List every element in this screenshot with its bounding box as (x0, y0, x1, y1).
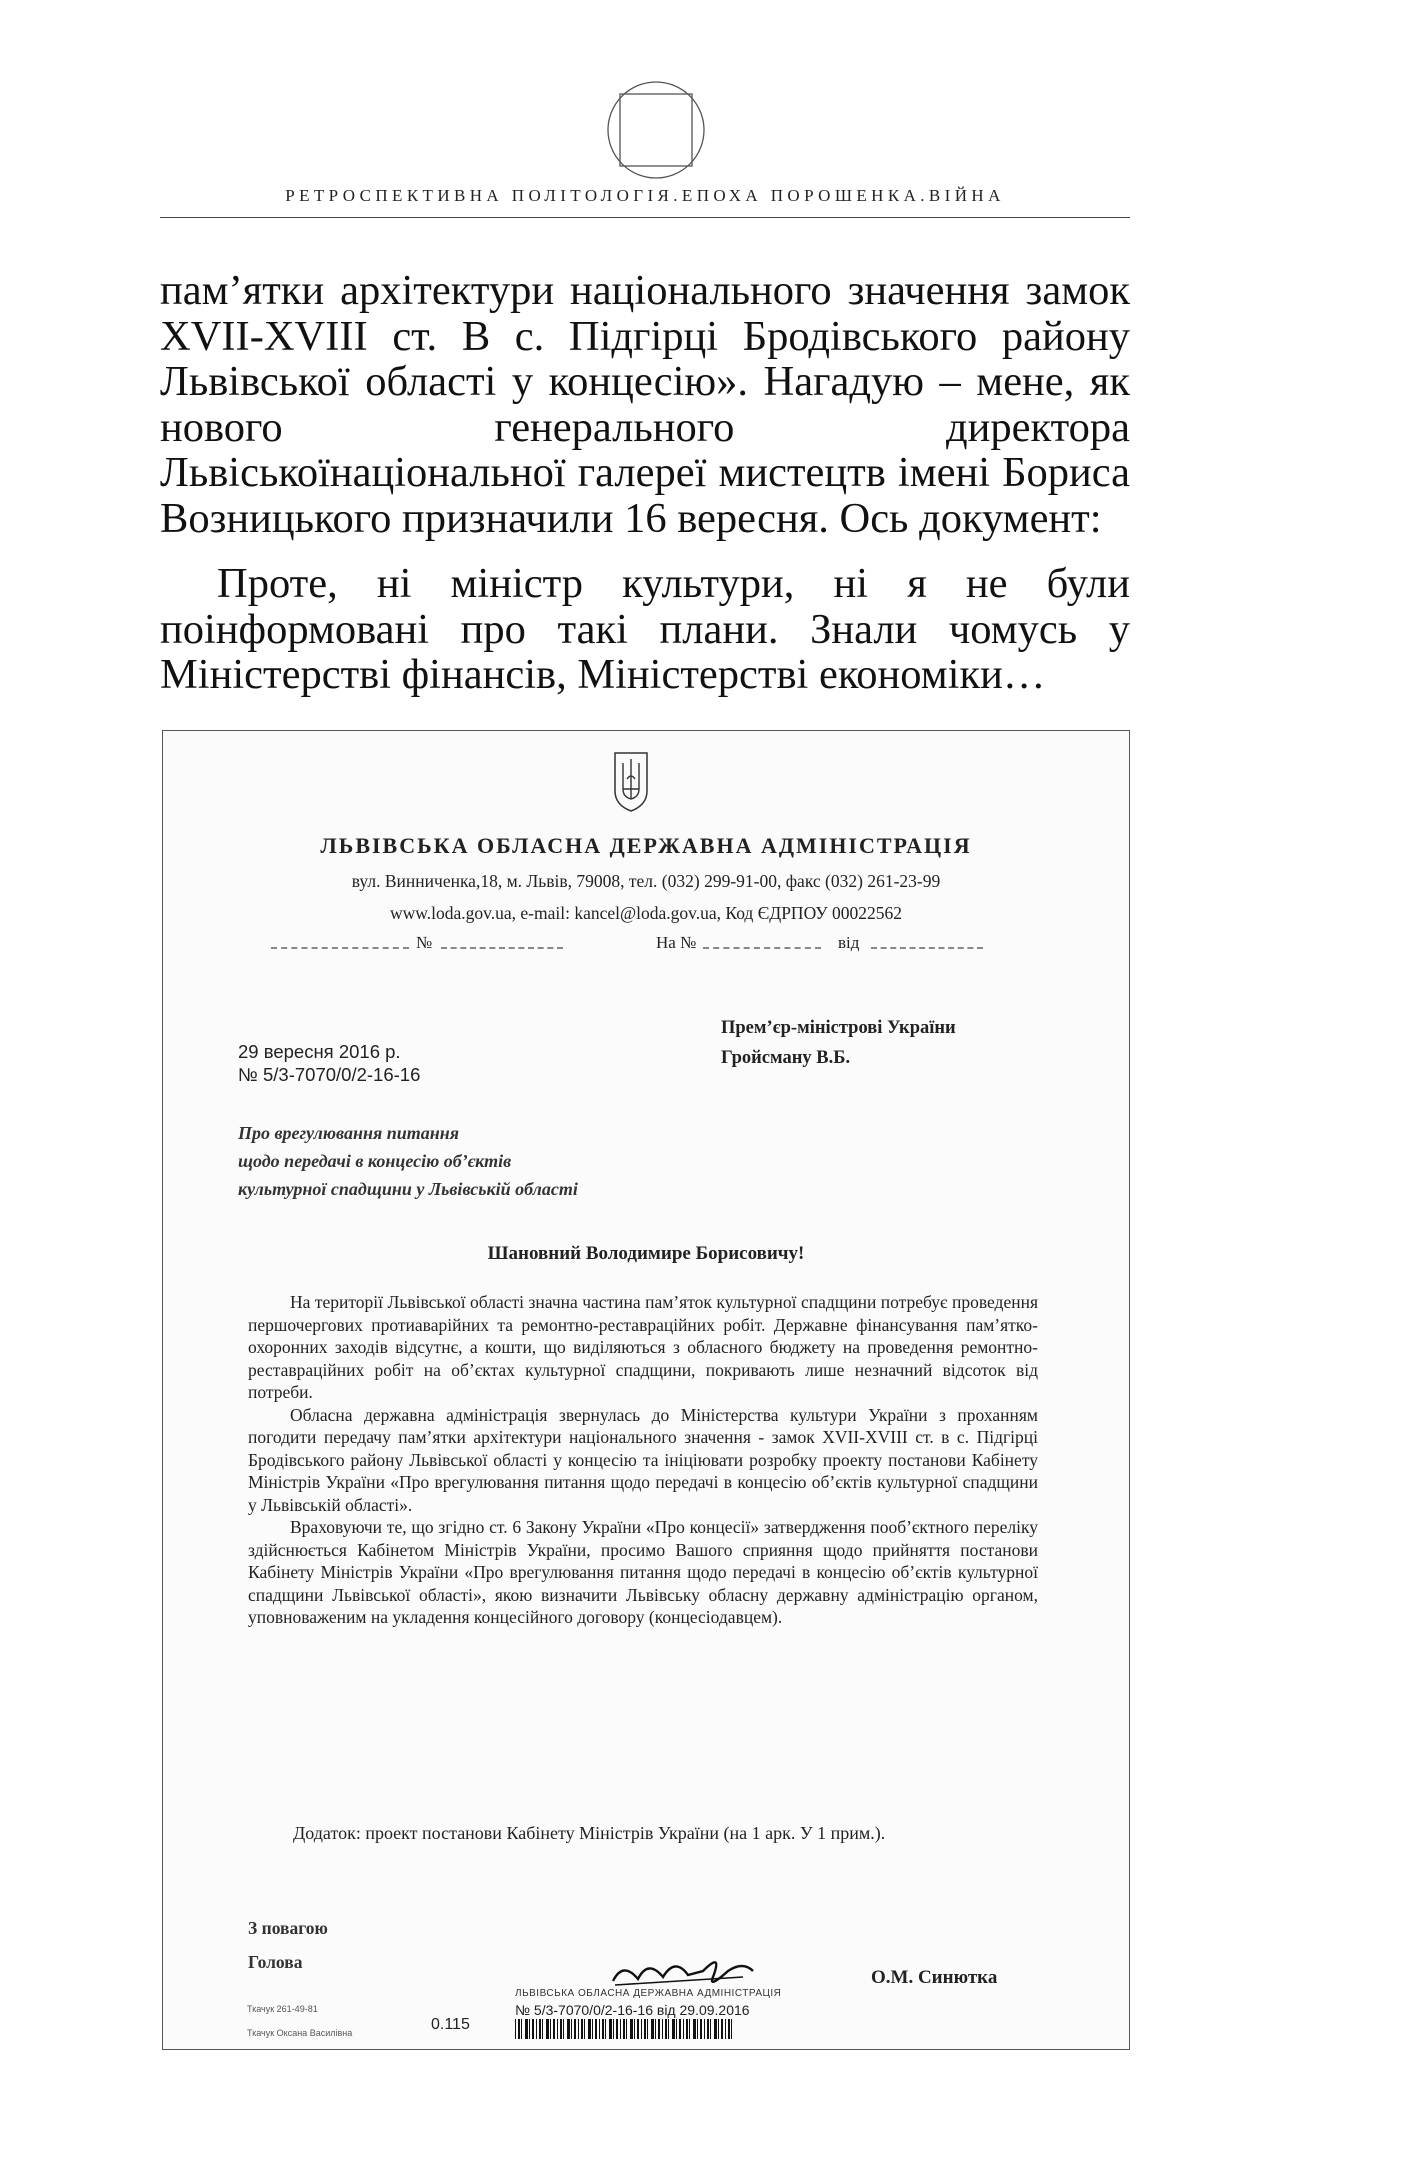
barcode-bar (718, 2019, 719, 2039)
barcode-bar (574, 2019, 576, 2039)
barcode (515, 2019, 735, 2039)
closing (248, 1911, 328, 1979)
closing-position: Голова (248, 1952, 303, 1972)
barcode-bar (518, 2019, 520, 2039)
barcode-bar (658, 2019, 660, 2039)
barcode-bar (731, 2019, 732, 2039)
barcode-bar (637, 2019, 639, 2039)
ref-blank (441, 947, 563, 949)
attachment-note: Додаток: проект постанови Кабінету Міністрів України (на 1 арк. У 1 прим.). (293, 1823, 886, 1843)
registration-stamp-org: ЛЬВІВСЬКА ОБЛАСНА ДЕРЖАВНА АДМІНІСТРАЦІЯ (515, 1988, 782, 1999)
barcode-bar (683, 2019, 684, 2039)
barcode-bar (571, 2019, 572, 2039)
barcode-bar (567, 2019, 570, 2039)
barcode-bar (728, 2019, 730, 2039)
barcode-bar (539, 2019, 541, 2039)
book-paragraph-1: пам’ятки архітектури національного значення замок XVII-XVIII ст. В с. Підгірці Бродівського району Львівської області у концесію». Нагадую – мене, як нового генерального директора Львіськоїнаціональної галереї мистецтв імені Бориса Возницького призначили 16 вересня. Ось документ: (160, 267, 1130, 542)
barcode-bar (536, 2019, 537, 2039)
barcode-bar (581, 2019, 583, 2039)
barcode-bar (605, 2019, 606, 2039)
org-name: ЛЬВІВСЬКА ОБЛАСНА ДЕРЖАВНА АДМІНІСТРАЦІЯ (320, 833, 972, 858)
barcode-bar (599, 2019, 600, 2039)
ref-blank (703, 947, 821, 949)
barcode-bar (532, 2019, 534, 2039)
salutation: Шановний Володимире Борисовичу! (487, 1243, 805, 1264)
org-contacts: www.loda.gov.ua, e-mail: kancel@loda.gov.ua, Код ЄДРПОУ 00022562 (390, 903, 902, 923)
letter-number: № 5/3-7070/0/2-16-16 (238, 1064, 421, 1085)
barcode-bar (588, 2019, 591, 2039)
barcode-bar (721, 2019, 723, 2039)
barcode-bar (602, 2019, 604, 2039)
barcode-bar (626, 2019, 627, 2039)
reference-line (271, 933, 991, 957)
coat-of-arms-icon (611, 749, 651, 813)
addressee (721, 1013, 956, 1073)
barcode-bar (609, 2019, 612, 2039)
barcode-bar (672, 2019, 675, 2039)
closing-regards: З повагою (248, 1918, 328, 1938)
letter-date: 29 вересня 2016 р. (238, 1041, 401, 1062)
addressee-title: Прем’єр-міністрові України (721, 1018, 956, 1038)
book-body-text (160, 268, 1130, 698)
letter-paragraph-1: На території Львівської області значна частина пам’яток культурної спадщини потребує проведення першочергових протиаварійних та ремонтно-реставраційних робіт. Державне фінансування пам’ятко-охоронних заходів відсутнє, а кошти, що виділяються з обласного бюджету на проведення ремонтно-реставраційних робіт на об’єктах культурної спадщини, покривають лише незначний відсоток від потреби. (248, 1292, 1038, 1402)
barcode-bar (529, 2019, 530, 2039)
sheet-number: 0.115 (431, 2016, 470, 2033)
barcode-bar (515, 2019, 516, 2039)
letter-subject (238, 1119, 578, 1203)
publisher-logo (602, 76, 710, 184)
subject-line: Про врегулювання питання (238, 1123, 460, 1143)
barcode-bar (647, 2019, 648, 2039)
barcode-bar (710, 2019, 711, 2039)
ref-blank (271, 947, 409, 949)
barcode-bar (693, 2019, 696, 2039)
barcode-bar (714, 2019, 717, 2039)
barcode-bar (616, 2019, 618, 2039)
ref-no-label: № (416, 933, 433, 952)
barcode-bar (725, 2019, 726, 2039)
ref-vid-label: від (838, 933, 860, 952)
barcode-bar (689, 2019, 690, 2039)
barcode-bar (697, 2019, 698, 2039)
barcode-bar (550, 2019, 551, 2039)
barcode-bar (584, 2019, 585, 2039)
barcode-bar (613, 2019, 614, 2039)
ref-na-label: На № (656, 933, 697, 952)
subject-line: культурної спадщини у Львівській області (238, 1179, 578, 1199)
executor-name: Ткачук Оксана Василівна (247, 2028, 353, 2038)
barcode-bar (542, 2019, 543, 2039)
executor-phone: Ткачук 261-49-81 (247, 2004, 318, 2014)
running-head: РЕТРОСПЕКТИВНА ПОЛІТОЛОГІЯ.ЕПОХА ПОРОШЕНКА.ВІЙНА (285, 186, 1005, 205)
barcode-bar (634, 2019, 635, 2039)
addressee-name: Гройсману В.Б. (721, 1048, 851, 1068)
barcode-bar (557, 2019, 558, 2039)
org-address: вул. Винниченка,18, м. Львів, 79008, тел. (032) 299-91-00, факс (032) 261-23-99 (351, 871, 941, 891)
letter-body (248, 1291, 1038, 1629)
barcode-bar (676, 2019, 677, 2039)
barcode-bar (655, 2019, 656, 2039)
barcode-bar (521, 2019, 522, 2039)
barcode-bar (546, 2019, 549, 2039)
barcode-bar (686, 2019, 688, 2039)
barcode-bar (525, 2019, 528, 2039)
letter-paragraph-3: Враховуючи те, що згідно ст. 6 Закону України «Про концесії» затвердження пооб’єктного переліку здійснюється Кабінетом Міністрів України, просимо Вашого сприяння щодо прийняття постанови Кабінету Міністрів України «Про врегулювання питання щодо передачі в концесію об’єктів культурної спадщини Львівської області», якою визначити Львівську обласну державну адміністрацію органом, уповноваженим на укладення концесійного договору (концесіодавцем). (248, 1517, 1038, 1627)
ref-blank (871, 947, 983, 949)
barcode-bar (641, 2019, 642, 2039)
barcode-bar (704, 2019, 705, 2039)
barcode-bar (662, 2019, 663, 2039)
book-paragraph-2: Проте, ні міністр культури, ні я не були поінформовані про такі плани. Знали чомусь у Міністерстві фінансів, Міністерстві економіки… (160, 560, 1130, 698)
letter-paragraph-2: Обласна державна адміністрація звернулась до Міністерства культури України з проханням погодити передачу пам’ятки архітектури національного значення - замок XVII-XVIII ст. в с. Підгірці Бродівського району Львівської області у концесію та ініціювати розробку проекту постанови Кабінету Міністрів України «Про врегулювання питання щодо передачі в концесію об’єктів культурної спадщини у Львівській області». (248, 1404, 1038, 1515)
registration-stamp-number: № 5/3-7070/0/2-16-16 від 29.09.2016 (515, 2002, 750, 2018)
barcode-bar (644, 2019, 646, 2039)
barcode-bar (560, 2019, 562, 2039)
signer-name: О.М. Синютка (871, 1967, 998, 1988)
barcode-bar (668, 2019, 669, 2039)
barcode-bar (595, 2019, 597, 2039)
barcode-bar (553, 2019, 555, 2039)
barcode-bar (700, 2019, 702, 2039)
barcode-bar (563, 2019, 564, 2039)
barcode-bar (651, 2019, 654, 2039)
barcode-bar (578, 2019, 579, 2039)
subject-line: щодо передачі в концесію об’єктів (238, 1151, 512, 1171)
barcode-bar (707, 2019, 709, 2039)
barcode-bar (620, 2019, 621, 2039)
barcode-bar (679, 2019, 681, 2039)
barcode-bar (623, 2019, 625, 2039)
header-rule (160, 217, 1130, 218)
barcode-bar (665, 2019, 667, 2039)
barcode-bar (592, 2019, 593, 2039)
barcode-bar (630, 2019, 633, 2039)
scanned-letter (162, 730, 1130, 2050)
